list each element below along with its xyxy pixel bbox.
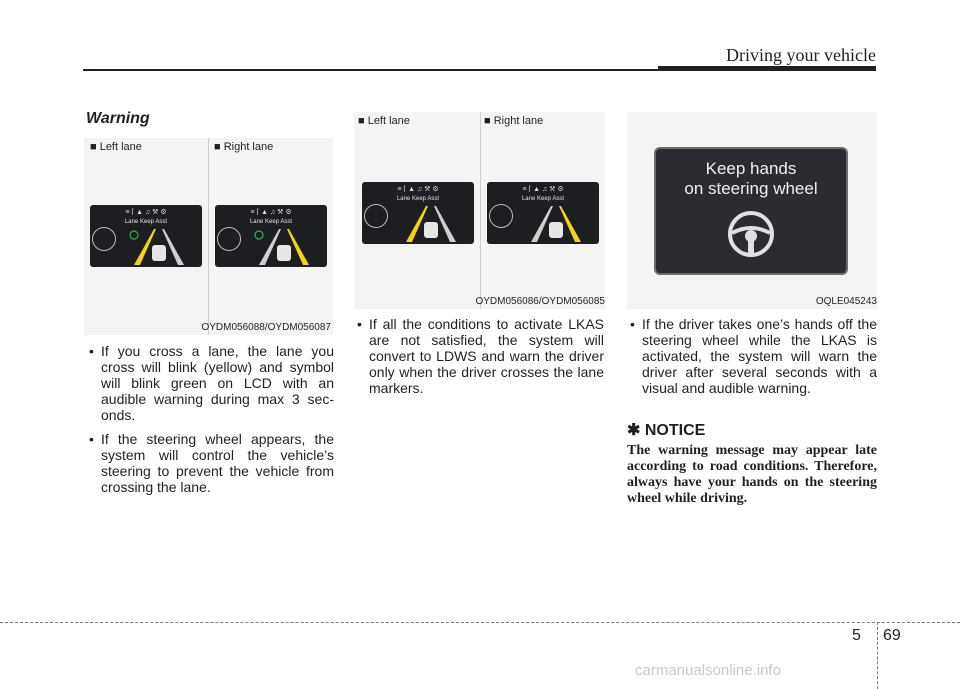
cluster-screen-title: Lane Keep Asst — [521, 196, 565, 202]
figure-label-left-lane: ■ Left lane — [358, 115, 410, 127]
figure-code: OYDM056086/OYDM056085 — [475, 296, 605, 307]
figure-label-left-lane: ■ Left lane — [90, 141, 142, 153]
figure-divider — [480, 112, 481, 309]
cluster-screen-left — [362, 182, 474, 244]
gauge-dial-icon — [364, 204, 388, 228]
figure-keep-hands — [627, 112, 877, 309]
cluster-icon-bar: ≡ ⌈ ▲ ♫ ⚒ ⚙ — [397, 186, 439, 193]
figure-code: OQLE045243 — [815, 296, 877, 307]
cluster-screen-title: Lane Keep Asst — [124, 219, 168, 225]
bullet-item: • If all the conditions to activate LKAS are not satisfied, the system will convert to LDWS and warn the driver only when the driver crosses the lane markers. — [354, 316, 604, 396]
cluster-screen-right — [215, 205, 327, 267]
bullet-item: • If the steering wheel appears, the system will control the vehicle’s steering to prevent the vehicle from crossing the lane. — [86, 431, 334, 495]
cluster-icon-bar: ≡ ⌈ ▲ ♫ ⚒ ⚙ — [250, 209, 292, 216]
footer-rule — [0, 622, 960, 623]
column-2-text — [354, 316, 604, 396]
figure-lane-ldws — [354, 112, 605, 309]
figure-label-right-lane: ■ Right lane — [214, 141, 274, 153]
lane-view-icon — [245, 227, 323, 265]
footer-divider — [877, 622, 878, 689]
notice-heading: ✱ NOTICE — [627, 422, 706, 439]
cluster-screen-left — [90, 205, 202, 267]
page-number: 69 — [883, 627, 901, 644]
steering-wheel-icon — [726, 209, 776, 259]
notice-text: The warning message may appear late according to road conditions. Therefore, always have your hands on the steering wheel while driving. — [627, 443, 877, 506]
keep-hands-line-1: Keep hands — [705, 159, 797, 178]
warning-heading: Warning — [86, 110, 150, 127]
running-header: Driving your vehicle — [726, 45, 876, 65]
cluster-icon-bar: ≡ ⌈ ▲ ♫ ⚒ ⚙ — [125, 209, 167, 216]
gauge-dial-icon — [217, 227, 241, 251]
bullet-item: • If you cross a lane, the lane you cross will blink (yellow) and symbol will blink green on LCD with an audible warning during max 3 sec-onds. — [86, 343, 334, 423]
header-rule-accent — [658, 66, 876, 71]
figure-divider — [208, 138, 209, 335]
lane-view-icon — [517, 204, 595, 242]
watermark: carmanualsonline.info — [635, 662, 781, 679]
gauge-dial-icon — [489, 204, 513, 228]
column-1-text — [86, 343, 334, 495]
lane-view-icon — [392, 204, 470, 242]
bullet-item: • If the driver takes one’s hands off the steering wheel while the LKAS is activated, the system will warn the driver after several seconds with a visual and audible warning. — [627, 316, 877, 396]
keep-hands-display — [654, 147, 848, 275]
figure-code: OYDM056088/OYDM056087 — [201, 322, 331, 333]
lane-view-icon — [120, 227, 198, 265]
figure-label-right-lane: ■ Right lane — [484, 115, 544, 127]
cluster-screen-title: Lane Keep Asst — [249, 219, 293, 225]
figure-lane-warning — [84, 138, 333, 335]
section-number: 5 — [852, 627, 861, 644]
cluster-icon-bar: ≡ ⌈ ▲ ♫ ⚒ ⚙ — [522, 186, 564, 193]
column-3-text — [627, 316, 877, 396]
gauge-dial-icon — [92, 227, 116, 251]
keep-hands-line-2: on steering wheel — [684, 179, 818, 198]
cluster-screen-title: Lane Keep Asst — [396, 196, 440, 202]
cluster-screen-right — [487, 182, 599, 244]
